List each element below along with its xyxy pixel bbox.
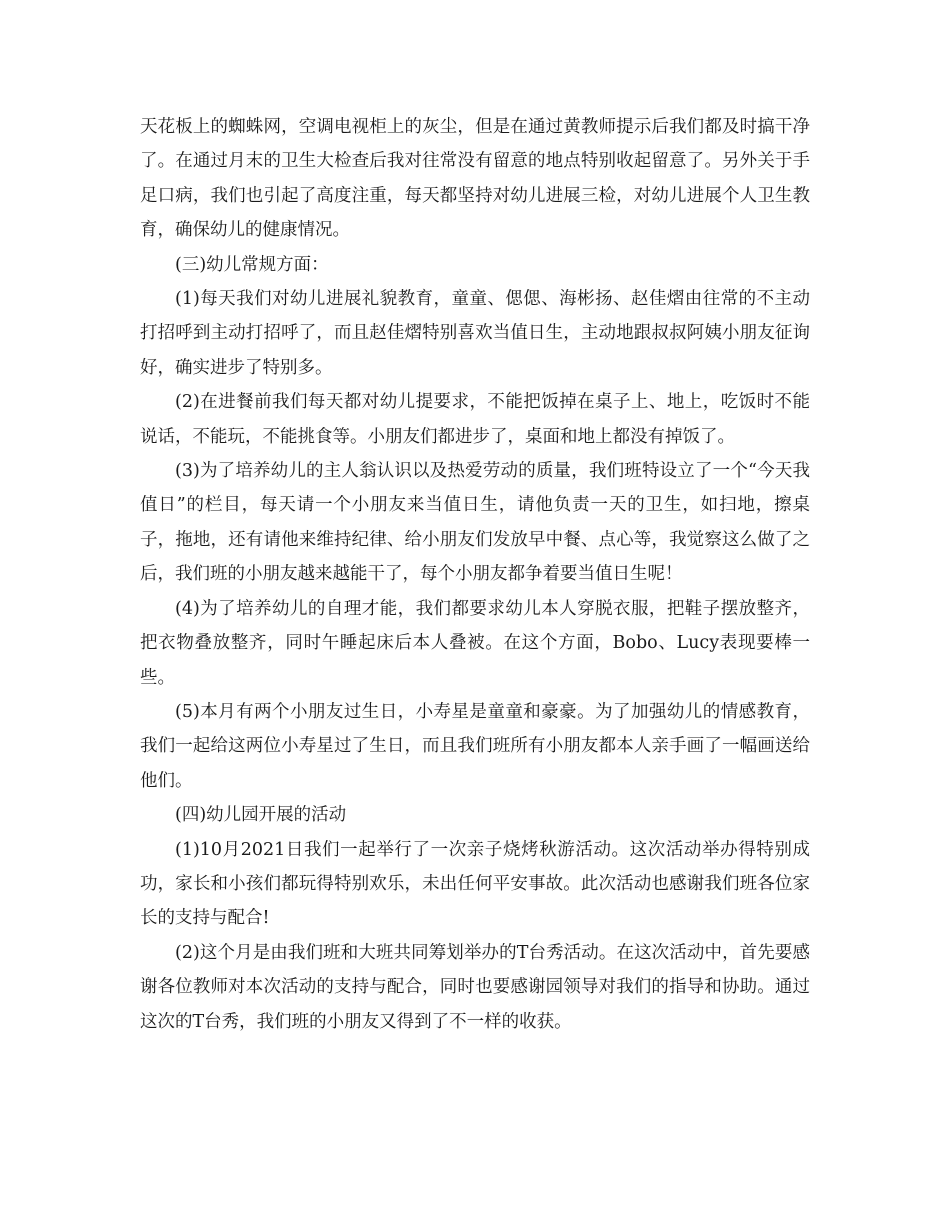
paragraph-routine-3: (3)为了培养幼儿的主人翁认识以及热爱劳动的质量，我们班特设立了一个“今天我值日”的栏目，每天请一个小朋友来当值日生，请他负责一天的卫生，如扫地，擦桌子，拖地，还有请他来维持纪律、给小朋友们发放早中餐、点心等，我觉察这么做了之后，我们班的小朋友越来越能干了，每个小朋友都争着要当值日生呢！ [140,461,810,585]
paragraph-routine-4: (4)为了培养幼儿的自理才能，我们都要求幼儿本人穿脱衣服，把鞋子摆放整齐，把衣物叠放整齐，同时午睡起床后本人叠被。在这个方面，Bobo、Lucy表现要棒一些。 [140,598,810,688]
paragraph-routine-1: (1)每天我们对幼儿进展礼貌教育，童童、偲偲、海彬扬、赵佳熠由往常的不主动打招呼到主动打招呼了，而且赵佳熠特别喜欢当值日生，主动地跟叔叔阿姨小朋友征询好，确实进步了特别多。 [140,289,810,378]
document-body [140,110,810,1039]
paragraph-routine-5: (5)本月有两个小朋友过生日，小寿星是童童和豪豪。为了加强幼儿的情感教育，我们一起给这两位小寿星过了生日，而且我们班所有小朋友都本人亲手画了一幅画送给他们。 [140,701,810,791]
paragraph-hygiene-continued: 天花板上的蜘蛛网，空调电视柜上的灰尘，但是在通过黄教师提示后我们都及时搞干净了。在通过月末的卫生大检查后我对往常没有留意的地点特别收起留意了。另外关于手足口病，我们也引起了高度注重，每天都坚持对幼儿进展三检，对幼儿进展个人卫生教育，确保幼儿的健康情况。 [140,117,810,241]
paragraph-activity-1: (1)10月2021日我们一起举行了一次亲子烧烤秋游活动。这次活动举办得特别成功，家长和小孩们都玩得特别欢乐，未出任何平安事故。此次活动也感谢我们班各位家长的支持与配合! [140,839,810,929]
paragraph-routine-2: (2)在进餐前我们每天都对幼儿提要求，不能把饭掉在桌子上、地上，吃饭时不能说话，不能玩，不能挑食等。小朋友们都进步了，桌面和地上都没有掉饭了。 [140,392,810,447]
section-heading-activities: (四)幼儿园开展的活动 [175,805,347,826]
paragraph-activity-2: (2)这个月是由我们班和大班共同筹划举办的T台秀活动。在这次活动中，首先要感谢各位教师对本次活动的支持与配合，同时也要感谢园领导对我们的指导和协助。通过这次的T台秀，我们班的小朋友又得到了不一样的收获。 [140,942,810,1032]
section-heading-routine: (三)幼儿常规方面： [175,254,329,275]
